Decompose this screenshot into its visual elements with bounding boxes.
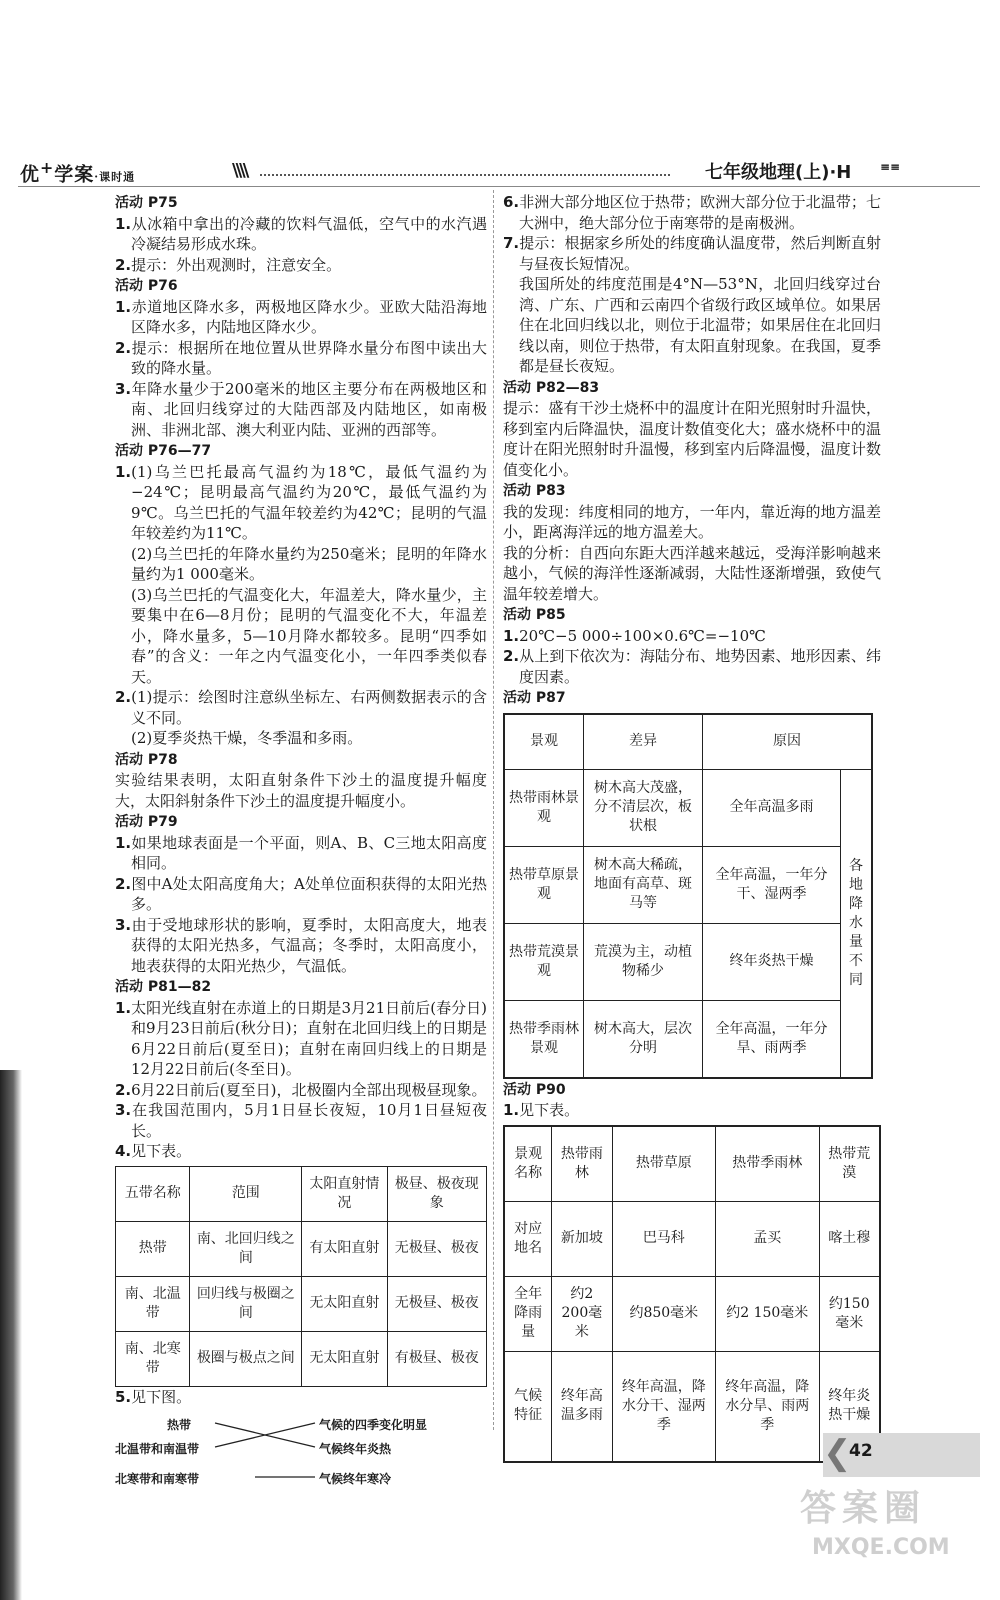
table-header-cell: 景观: [504, 714, 584, 770]
section-title: 活动 P82—83: [503, 379, 600, 396]
table-cell: 全年降雨量: [504, 1276, 552, 1351]
diagram-label-seasonal: 气候的四季变化明显: [319, 1418, 428, 1432]
answer-subitem: (3)乌兰巴托的气温变化大，年温差大，降水量少，主要集中在6—8月份；昆明的气温变化不大，年温差小，降水量多，5—10月降水都较多。昆明“四季如春”的含义：一年之内气温变化小，一年四季类似春天。: [131, 585, 487, 686]
section-title: 活动 P76: [115, 278, 178, 294]
answer-item: 2.提示：根据所在地位置从世界降水量分布图中读出大致的降水量。: [115, 338, 487, 377]
table-cell: 无极昼、极夜: [387, 1221, 486, 1276]
diagram-label-hot: 气候终年炎热: [319, 1442, 392, 1456]
brand-logo: 优+学案·课时通: [20, 158, 136, 186]
table-header-cell: 范围: [190, 1166, 302, 1221]
table-cell: 无太阳直射: [302, 1276, 387, 1331]
table-cell: 新加坡: [552, 1201, 612, 1276]
answer-item: 1.(1)乌兰巴托最高气温约为18℃，最低气温约为−24℃；昆明最高气温约为20℃，最低气温约为9℃。乌兰巴托的气温年较差约为42℃；昆明的气温年较差约为11℃。: [115, 462, 487, 542]
table-cell: 约2 150毫米: [716, 1276, 819, 1351]
table-cell: 约850毫米: [612, 1276, 715, 1351]
answer-item: 1.赤道地区降水多，两极地区降水少。亚欧大陆沿海地区降水多，内陆地区降水少。: [115, 297, 487, 336]
table-cell: 终年高温，降水分干、湿两季: [612, 1351, 715, 1462]
answer-item: 7.提示：根据家乡所处的纬度确认温度带，然后判断直射与昼夜长短情况。: [503, 234, 881, 273]
climate-table: [503, 1125, 881, 1463]
chevron-left-icon: ❮: [823, 1433, 852, 1473]
table-cell: 树木高大，层次分明: [584, 1000, 703, 1078]
table-header-cell: 热带季雨林: [716, 1126, 819, 1202]
table-cell: 极圈与极点之间: [190, 1331, 302, 1386]
table-header-cell: 太阳直射情况: [302, 1166, 387, 1221]
answer-item: 3.年降水量少于200毫米的地区主要分布在两极地区和南、北回归线穿过的大陆西部及内陆地区，如南极洲、非洲北部、澳大利亚内陆、亚洲的西部等。: [115, 379, 487, 439]
table-cell: 热带荒漠景观: [504, 923, 584, 1000]
table-cell: 回归线与极圈之间: [190, 1276, 302, 1331]
table-cell: 荒漠为主，动植物稀少: [584, 923, 703, 1000]
table-cell: 巴马科: [612, 1201, 715, 1276]
watermark-logo: 答案圈: [800, 1488, 927, 1529]
section-title: 活动 P75: [115, 195, 178, 211]
answer-item: 1.太阳光线直射在赤道上的日期是3月21日前后(春分日)和9月23日前后(秋分日)；直射在北回归线上的日期是6月22日前后(夏至日)；直射在南回归线上的日期是12月22日前后(冬至日)。: [115, 998, 487, 1078]
section-title: 活动 P78: [115, 751, 178, 768]
answer-subitem: (2)夏季炎热干燥，冬季温和多雨。: [131, 729, 363, 747]
table-row: [504, 923, 872, 1000]
table-row: [116, 1221, 487, 1276]
answer-item: 2.从上到下依次为：海陆分布、地势因素、地形因素、纬度因素。: [503, 647, 881, 686]
page-header: [0, 158, 1000, 188]
diagram-label-frigid: 北寒带和南寒带: [115, 1472, 200, 1486]
section-title: 活动 P76—77: [115, 443, 212, 459]
answer-item: 3.在我国范围内，5月1日昼长夜短，10月1日昼短夜长。: [115, 1101, 487, 1140]
header-rule: [18, 186, 980, 187]
answer-item: 1.20℃−5 000÷100×0.6℃=−10℃: [503, 626, 766, 645]
answer-subitem: 我国所处的纬度范围是4°N—53°N，北回归线穿过台湾、广东、广西和云南四个省级行政区域单位。如果居住在北回归线以北，则位于北温带；如果居住在北回归线以南，则位于热带，有太阳直射现象。在我国，夏季都是昼长夜短。: [519, 275, 881, 375]
table-cell: 树木高大茂盛，分不清层次，板状根: [584, 769, 703, 846]
table-cell: 全年高温，一年分旱、雨两季: [703, 1000, 841, 1078]
answer-item: 5.见下图。: [115, 1387, 192, 1406]
table-cell: 全年高温，一年分干、湿两季: [703, 846, 841, 923]
header-dots-icon: ≡≡: [880, 160, 901, 174]
table-row: [116, 1276, 487, 1331]
table-row: [504, 846, 872, 923]
table-header-cell: 差异: [584, 714, 703, 770]
answer-subitem: (2)乌兰巴托的年降水量约为250毫米；昆明的年降水量约为1 000毫米。: [131, 544, 487, 583]
table-header-cell: 热带雨林: [552, 1126, 612, 1202]
table-cell: 南、北回归线之间: [190, 1221, 302, 1276]
table-cell: 热带季雨林景观: [504, 1000, 584, 1078]
answer-paragraph: 我的分析：自西向东距大西洋越来越远，受海洋影响越来越小，气候的海洋性逐渐减弱，大陆性逐渐增强，致使气温年较差增大。: [503, 543, 881, 603]
table-merged-cell: 各地降水量不同: [841, 769, 873, 1078]
table-row: [504, 1000, 872, 1078]
answer-item: 6.非洲大部分地区位于热带；欧洲大部分位于北温带；七大洲中，绝大部分位于南寒带的是南极洲。: [503, 193, 881, 232]
watermark-url: MXQE.COM: [812, 1535, 950, 1560]
table-cell: 孟买: [716, 1201, 819, 1276]
table-cell: 终年炎热干燥: [703, 923, 841, 1000]
table-cell: 喀土穆: [819, 1201, 880, 1276]
answer-item: 2.6月22日前后(夏至日)，北极圈内全部出现极昼现象。: [115, 1080, 487, 1099]
answer-item: 1.如果地球表面是一个平面，则A、B、C三地太阳高度相同。: [115, 833, 487, 872]
table-row: [504, 1201, 880, 1276]
section-title: 活动 P87: [503, 690, 566, 706]
answer-item: 3.由于受地球形状的影响，夏季时，太阳高度大，地表获得的太阳光热多，气温高；冬季时，太阳高度小，地表获得的太阳光热少，气温低。: [115, 915, 487, 975]
table-cell: 约150毫米: [819, 1276, 880, 1351]
table-header-cell: 极昼、极夜现象: [387, 1166, 486, 1221]
answer-item: 1.见下表。: [503, 1101, 580, 1119]
table-header-cell: 景观名称: [504, 1126, 552, 1202]
answer-paragraph: 提示：盛有干沙土烧杯中的温度计在阳光照射时升温快，移到室内后降温快，温度计数值变化大；盛水烧杯中的温度计在阳光照射时升温慢，移到室内后降温慢，温度计数值变化小。: [503, 399, 881, 479]
section-title: 活动 P90: [503, 1081, 566, 1098]
table-header-cell: 热带荒漠: [819, 1126, 880, 1202]
section-title: 活动 P81—82: [115, 979, 212, 995]
column-divider: [493, 190, 494, 1430]
answer-item: 2.(1)提示：绘图时注意纵坐标左、右两侧数据表示的含义不同。: [115, 688, 487, 727]
table-cell: 南、北寒带: [116, 1331, 190, 1386]
table-header-cell: 热带草原: [612, 1126, 715, 1202]
table-header-row: [504, 714, 872, 770]
diagram-label-tropical: 热带: [167, 1418, 192, 1432]
answer-item: 4.见下表。: [115, 1142, 192, 1160]
table-cell: 终年高温，降水分旱、雨两季: [716, 1351, 819, 1462]
table-row: [116, 1331, 487, 1386]
section-title: 活动 P79: [115, 814, 178, 830]
table-header-row: [504, 1126, 880, 1202]
table-row: [504, 769, 872, 846]
answer-paragraph: 我的发现：纬度相同的地方，一年内，靠近海的地方温差小，距离海洋远的地方温差大。: [503, 502, 881, 541]
table-header-row: [116, 1166, 487, 1221]
table-cell: 终年高温多雨: [552, 1351, 612, 1462]
table-cell: 终年炎热干燥: [819, 1351, 880, 1462]
table-cell: 无极昼、极夜: [387, 1276, 486, 1331]
table-cell: 南、北温带: [116, 1276, 190, 1331]
five-zones-table: [115, 1166, 487, 1387]
diagram-label-cold: 气候终年寒冷: [319, 1472, 392, 1486]
table-cell: 有太阳直射: [302, 1221, 387, 1276]
table-cell: 树木高大稀疏，地面有高草、斑马等: [584, 846, 703, 923]
landscape-table: [503, 713, 873, 1079]
climate-match-diagram: [115, 1411, 487, 1491]
answer-item: 1.从冰箱中拿出的冷藏的饮料气温低，空气中的水汽遇冷凝结易形成水珠。: [115, 214, 487, 253]
diagram-label-temperate: 北温带和南温带: [115, 1442, 200, 1456]
answer-item: 2.图中A处太阳高度角大；A处单位面积获得的太阳光热多。: [115, 874, 487, 913]
table-cell: 热带: [116, 1221, 190, 1276]
answer-paragraph: 实验结果表明，太阳直射条件下沙土的温度提升幅度大，太阳斜射条件下沙土的温度提升幅度小。: [115, 771, 487, 810]
page-binding-shadow: [0, 1070, 22, 1600]
table-row: [504, 1276, 880, 1351]
table-cell: 有极昼、极夜: [387, 1331, 486, 1386]
table-cell: 气候特征: [504, 1351, 552, 1462]
left-column: [115, 192, 487, 1491]
section-title: 活动 P85: [503, 607, 566, 623]
subject-title: 七年级地理(上)·H: [705, 162, 852, 183]
table-cell: 热带雨林景观: [504, 769, 584, 846]
right-column: [503, 192, 881, 1463]
page-number-tab: [823, 1433, 980, 1477]
table-cell: 无太阳直射: [302, 1331, 387, 1386]
table-cell: 约2 200毫米: [552, 1276, 612, 1351]
header-dotted-line: [260, 174, 670, 176]
table-header-cell: 原因: [703, 714, 873, 770]
header-decoration: \\\\: [232, 160, 247, 181]
page-number: 42: [849, 1441, 873, 1461]
table-cell: 热带草原景观: [504, 846, 584, 923]
answer-item: 2.提示：外出观测时，注意安全。: [115, 255, 342, 274]
table-header-cell: 五带名称: [116, 1166, 190, 1221]
table-cell: 对应地名: [504, 1201, 552, 1276]
table-cell: 全年高温多雨: [703, 769, 841, 846]
section-title: 活动 P83: [503, 483, 566, 499]
